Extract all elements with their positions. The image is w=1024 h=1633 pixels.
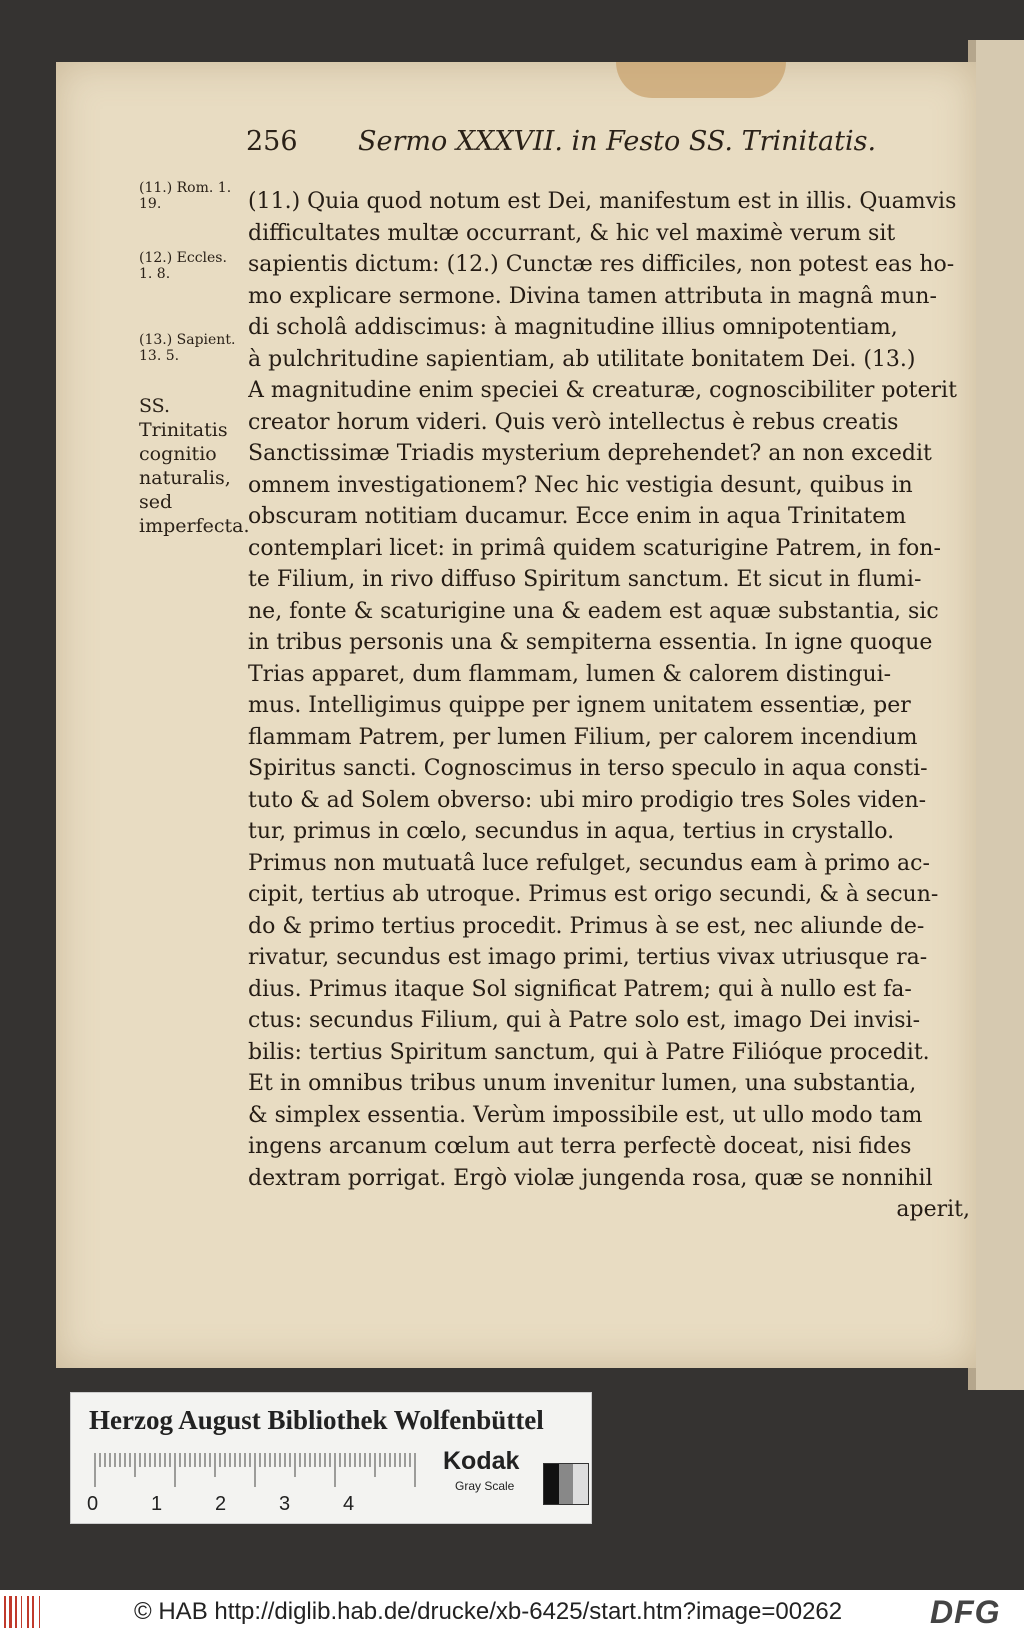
text-line: sapientis dictum: (12.) Cunctæ res difficiles, non potest eas ho- [248, 252, 955, 277]
text-line: in tribus personis una & sempiterna essentia. In igne quoque [248, 630, 933, 655]
text-line: mus. Intelligimus quippe per ignem unitatem essentiæ, per [248, 693, 911, 718]
text-line: dextram porrigat. Ergò violæ jungenda rosa, quæ se nonnihil [248, 1165, 933, 1191]
text-line: flammam Patrem, per lumen Filium, per calorem incendium [248, 724, 918, 750]
text-line: Primus non mutuatâ luce refulget, secundus eam à primo ac- [248, 850, 930, 876]
text-line: bilis: tertius Spiritum sanctum, qui à Patre Filióque procedit. [248, 1039, 930, 1065]
next-page-edge [976, 40, 1024, 1390]
text-line: tur, primus in cœlo, secundus in aqua, tertius in crystallo. [248, 819, 895, 844]
dfg-logo: DFG [930, 1594, 1001, 1630]
ruler-icon [93, 1451, 423, 1489]
footer-bar [0, 1590, 1024, 1633]
scan-target-card [70, 1392, 592, 1524]
margin-note-trinitatis: SS. Trinitatis cognitio naturalis, sed imperfecta. [139, 395, 250, 537]
copyright-link[interactable]: © HAB http://diglib.hab.de/drucke/xb-6425/start.htm?image=00262 [134, 1598, 843, 1625]
text-line: (11.) Quia quod notum est Dei, manifestum est in illis. Quamvis [248, 189, 957, 214]
text-line: obscuram notitiam ducamur. Ecce enim in aqua Trinitatem [248, 504, 907, 529]
margin-note-sapient: (13.) Sapient. 13. 5. [139, 332, 236, 364]
text-line: Trias apparet, dum flammam, lumen & calorem distingui- [248, 661, 892, 687]
text-line: mo explicare sermone. Divina tamen attributa in magnâ mun- [248, 283, 937, 309]
text-line: & simplex essentia. Verùm impossibile est, ut ullo modo tam [248, 1102, 923, 1128]
text-line: Et in omnibus tribus unum invenitur lumen, una substantia, [248, 1071, 917, 1096]
kodak-logo: Kodak [443, 1447, 520, 1475]
gray-scale-label: Gray Scale [455, 1479, 515, 1493]
text-line: ingens arcanum cœlum aut terra perfectè doceat, nisi fides [248, 1134, 912, 1159]
margin-note-rom: (11.) Rom. 1. 19. [139, 180, 232, 212]
ruler-label-4: 4 [343, 1493, 355, 1515]
text-line: Sanctissimæ Triadis mysterium deprehendet? an non excedit [248, 441, 932, 466]
text-line: Spiritus sancti. Cognoscimus in terso speculo in aqua consti- [248, 756, 928, 781]
ruler-label-2: 2 [215, 1493, 227, 1515]
body-text [248, 186, 970, 1226]
ruler-label-1: 1 [151, 1493, 163, 1515]
ruler-label-0: 0 [87, 1493, 99, 1515]
page-stain [616, 62, 786, 98]
text-line: ne, fonte & scaturigine una & eadem est aquæ substantia, sic [248, 598, 939, 624]
catchword: aperit, [896, 1197, 970, 1222]
page-header [246, 126, 946, 166]
gray-scale-patches [543, 1463, 589, 1505]
text-line: creator horum videri. Quis verò intellectus è rebus creatis [248, 409, 899, 435]
text-line: cipit, tertius ab utroque. Primus est origo secundi, & à secun- [248, 882, 939, 907]
text-line: à pulchritudine sapientiam, ab utilitate bonitatem Dei. (13.) [248, 346, 916, 372]
running-head: Sermo XXXVII. in Festo SS. Trinitatis. [358, 126, 877, 157]
ruler-label-3: 3 [279, 1493, 291, 1515]
library-name: Herzog August Bibliothek Wolfenbüttel [89, 1405, 544, 1435]
text-line: contemplari licet: in primâ quidem scaturigine Patrem, in fon- [248, 535, 941, 561]
text-line: difficultates multæ occurrant, & hic vel maximè verum sit [248, 220, 896, 246]
book-page [56, 62, 976, 1368]
text-line: rivatur, secundus est imago primi, tertius vivax utriusque ra- [248, 945, 928, 970]
barcode-icon [4, 1596, 48, 1628]
text-line: ctus: secundus Filium, qui à Patre solo est, imago Dei invisi- [248, 1008, 921, 1033]
text-line: A magnitudine enim speciei & creaturæ, cognoscibiliter poterit [248, 378, 957, 403]
text-line: do & primo tertius procedit. Primus à se est, nec aliunde de- [248, 913, 925, 939]
text-line: di scholâ addiscimus: à magnitudine illius omnipotentiam, [248, 315, 898, 340]
page-number: 256 [246, 126, 298, 157]
text-line: omnem investigationem? Nec hic vestigia desunt, quibus in [248, 472, 913, 498]
text-line: te Filium, in rivo diffuso Spiritum sanctum. Et sicut in flumi- [248, 567, 922, 592]
text-line: tuto & ad Solem obverso: ubi miro prodigio tres Soles viden- [248, 787, 927, 813]
text-line: dius. Primus itaque Sol significat Patrem; qui à nullo est fa- [248, 976, 912, 1002]
margin-note-eccles: (12.) Eccles. 1. 8. [139, 250, 227, 282]
